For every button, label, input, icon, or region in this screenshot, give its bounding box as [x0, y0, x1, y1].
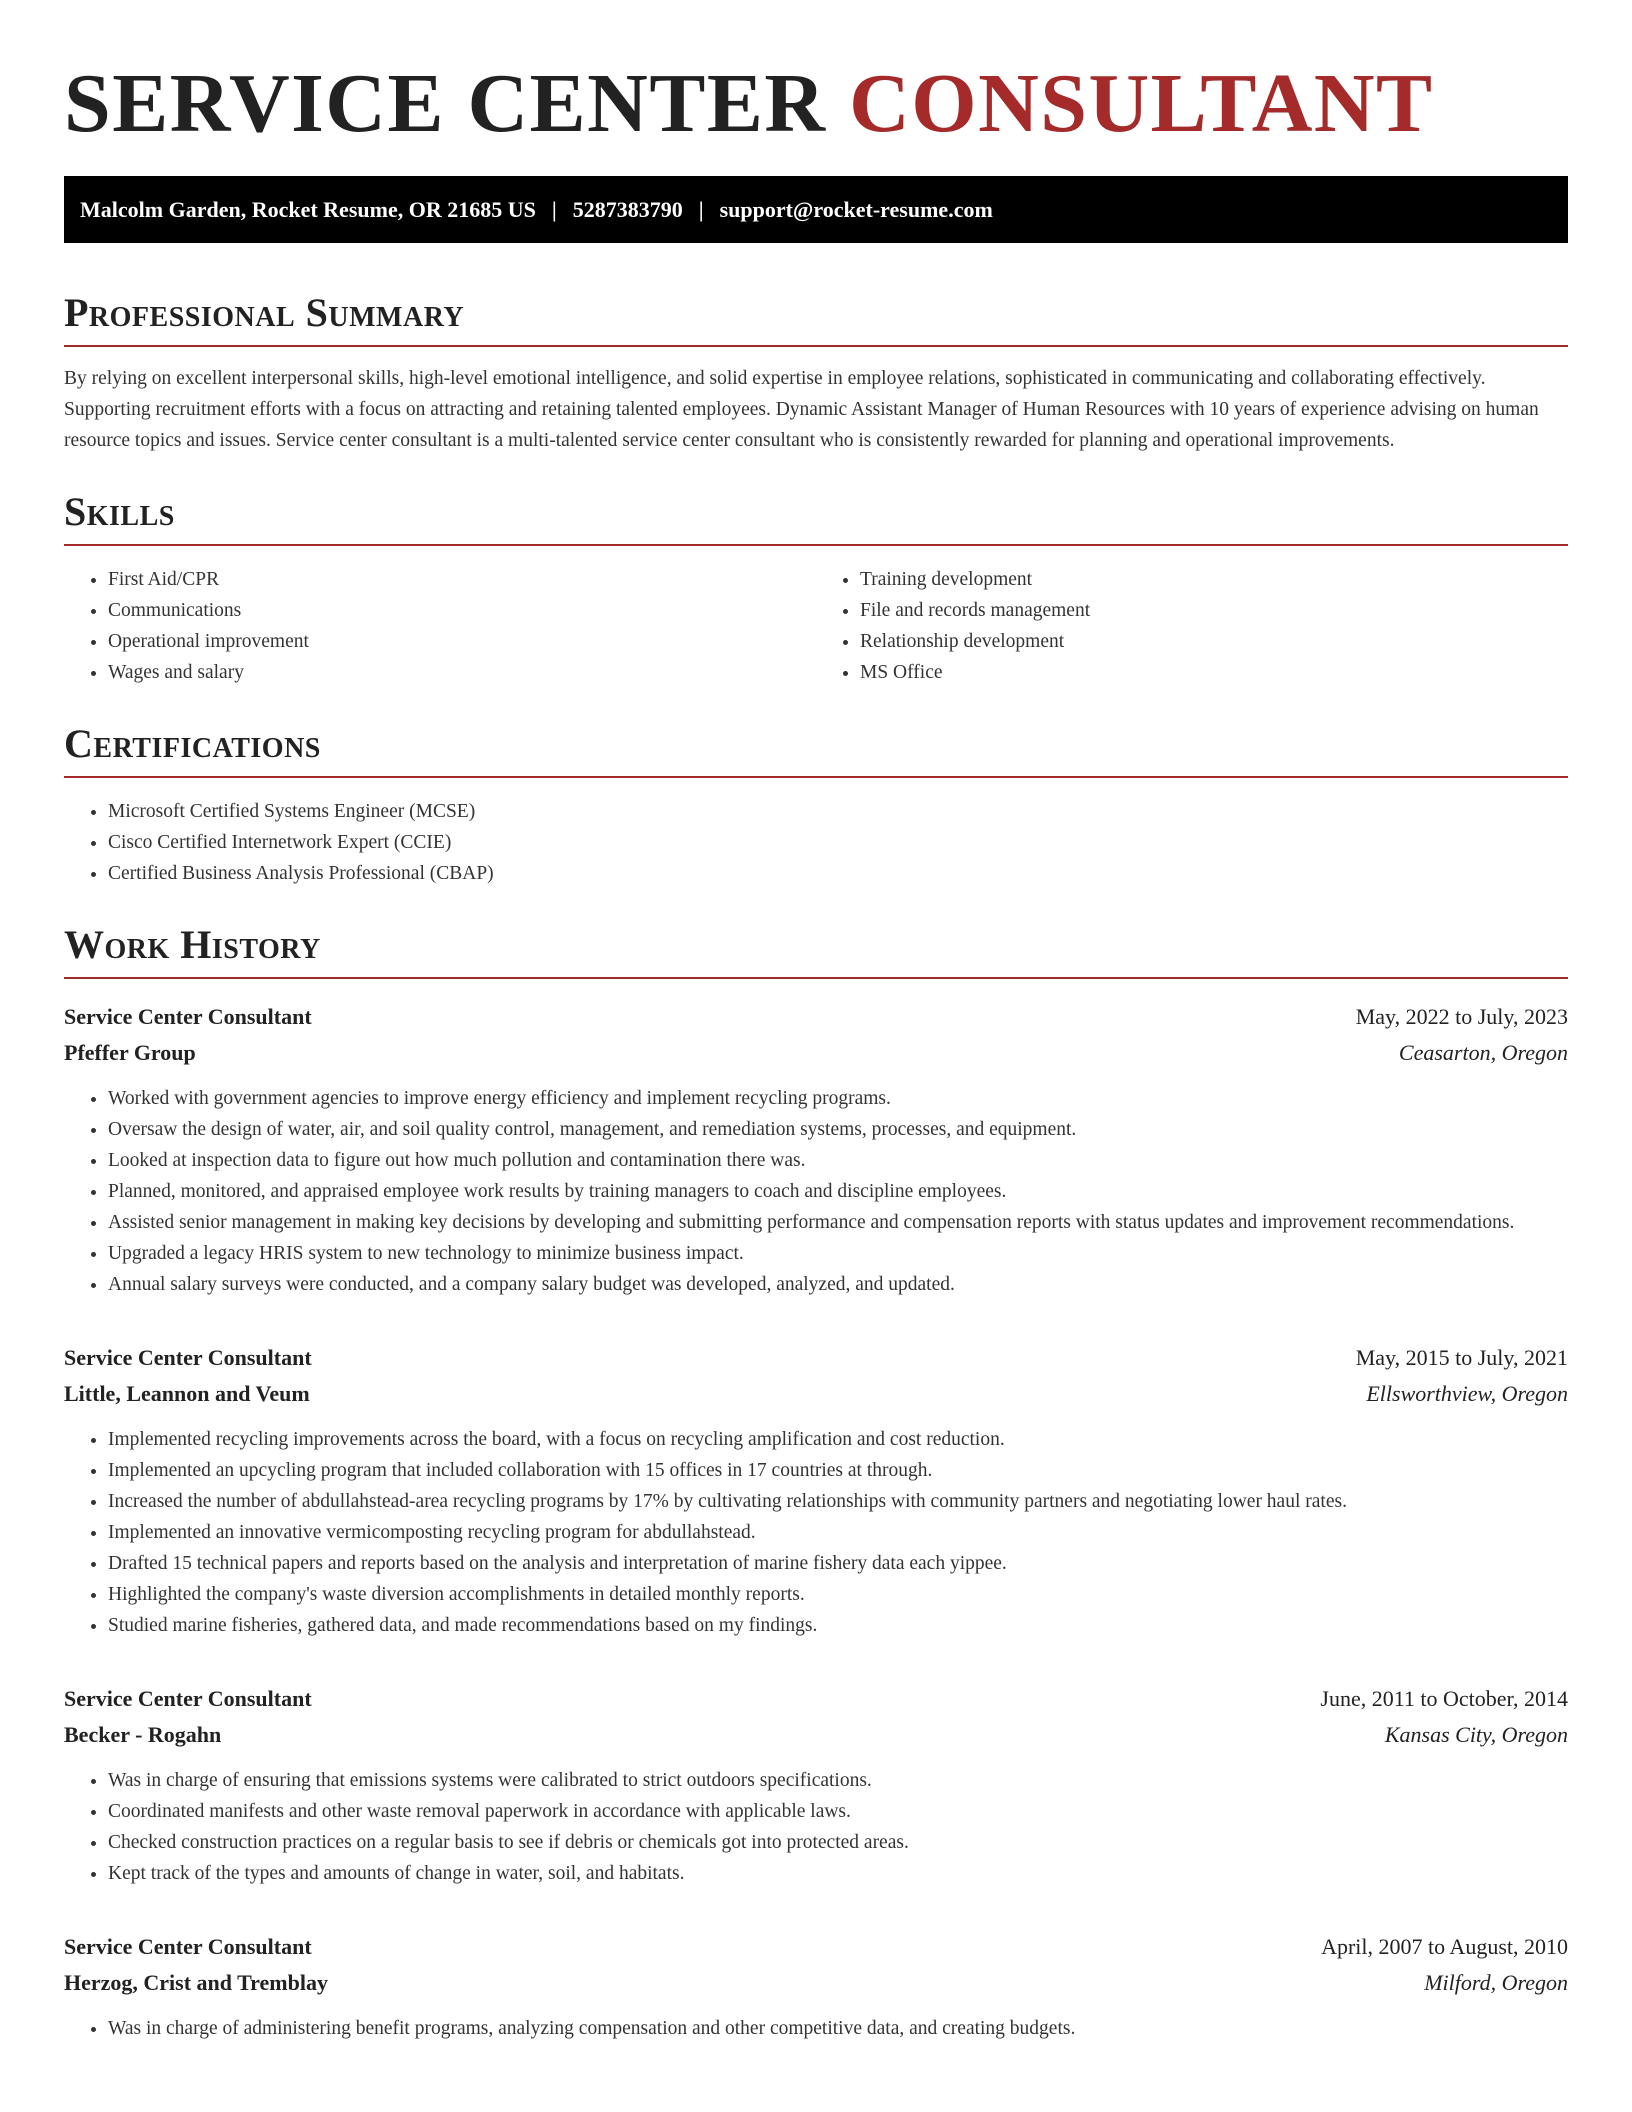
contact-bar	[64, 176, 1568, 243]
contact-separator: |	[698, 196, 704, 222]
job-bullet: • Coordinated manifests and other waste removal paperwork in accordance with applicable laws.	[108, 1796, 1568, 1827]
job-dates: May, 2015 to July, 2021	[1355, 1345, 1568, 1370]
job-bullet: • Annual salary surveys were conducted, and a company salary budget was developed, analyzed, and updated.	[108, 1269, 1568, 1300]
job-bullet: • Was in charge of ensuring that emissions systems were calibrated to strict outdoors specifications.	[108, 1765, 1568, 1796]
job-company-row	[64, 1376, 1568, 1412]
certifications-list	[64, 796, 1568, 889]
skill-item: • Relationship development	[860, 626, 1568, 657]
summary-heading: Professional Summary	[64, 289, 1568, 347]
job-bullet: • Assisted senior management in making key decisions by developing and submitting performance and compensation reports with status updates and improvement recommendations.	[108, 1207, 1568, 1238]
job-bullet: • Implemented recycling improvements across the board, with a focus on recycling amplification and cost reduction.	[108, 1424, 1568, 1455]
job-bullets	[64, 1424, 1568, 1641]
job-company: Little, Leannon and Veum	[64, 1381, 310, 1406]
contact-address: Malcolm Garden, Rocket Resume, OR 21685 US	[80, 196, 536, 222]
job-entry	[64, 1929, 1568, 2044]
job-header-row	[64, 999, 1568, 1035]
job-title: Service Center Consultant	[64, 1686, 312, 1711]
job-bullet: • Planned, monitored, and appraised employee work results by training managers to coach and discipline employees.	[108, 1176, 1568, 1207]
job-bullet: • Increased the number of abdullahstead-area recycling programs by 17% by cultivating relationships with community partners and negotiating lower haul rates.	[108, 1486, 1568, 1517]
skill-item: • Operational improvement	[108, 626, 816, 657]
job-company: Herzog, Crist and Tremblay	[64, 1970, 328, 1995]
skills-grid	[64, 546, 1568, 688]
job-header-row	[64, 1929, 1568, 1965]
skill-item: • Wages and salary	[108, 657, 816, 688]
job-company: Becker - Rogahn	[64, 1722, 222, 1747]
skill-item: • File and records management	[860, 595, 1568, 626]
title-main: SERVICE CENTER	[64, 57, 850, 150]
job-location: Kansas City, Oregon	[1384, 1722, 1568, 1747]
job-company: Pfeffer Group	[64, 1040, 196, 1065]
job-header-row	[64, 1340, 1568, 1376]
job-company-row	[64, 1965, 1568, 2001]
work-history-heading: Work History	[64, 921, 1568, 979]
job-location: Milford, Oregon	[1424, 1970, 1568, 1995]
job-bullets	[64, 1765, 1568, 1889]
job-entry	[64, 1681, 1568, 1889]
job-bullet: • Checked construction practices on a regular basis to see if debris or chemicals got into protected areas.	[108, 1827, 1568, 1858]
job-entry	[64, 1340, 1568, 1641]
job-dates: June, 2011 to October, 2014	[1320, 1686, 1568, 1711]
skills-heading: Skills	[64, 488, 1568, 546]
job-bullet: • Looked at inspection data to figure out how much pollution and contamination there was.	[108, 1145, 1568, 1176]
job-bullet: • Oversaw the design of water, air, and soil quality control, management, and remediation systems, processes, and equipment.	[108, 1114, 1568, 1145]
title-accent: CONSULTANT	[849, 57, 1434, 150]
job-bullet: • Implemented an innovative vermicomposting recycling program for abdullahstead.	[108, 1517, 1568, 1548]
skills-list-left	[64, 564, 816, 688]
job-bullet: • Kept track of the types and amounts of change in water, soil, and habitats.	[108, 1858, 1568, 1889]
job-dates: May, 2022 to July, 2023	[1355, 1004, 1568, 1029]
job-bullet: • Upgraded a legacy HRIS system to new technology to minimize business impact.	[108, 1238, 1568, 1269]
job-bullet: • Drafted 15 technical papers and reports based on the analysis and interpretation of marine fishery data each yippee.	[108, 1548, 1568, 1579]
job-title: Service Center Consultant	[64, 1934, 312, 1959]
skill-item: • MS Office	[860, 657, 1568, 688]
job-entry	[64, 999, 1568, 1300]
skill-item: • First Aid/CPR	[108, 564, 816, 595]
certifications-heading: Certifications	[64, 720, 1568, 778]
contact-separator: |	[551, 196, 557, 222]
skill-item: • Communications	[108, 595, 816, 626]
job-bullet: • Was in charge of administering benefit programs, analyzing compensation and other competitive data, and creating budgets.	[108, 2013, 1568, 2044]
job-bullet: • Highlighted the company's waste diversion accomplishments in detailed monthly reports.	[108, 1579, 1568, 1610]
job-bullets	[64, 1083, 1568, 1300]
job-bullet: • Worked with government agencies to improve energy efficiency and implement recycling programs.	[108, 1083, 1568, 1114]
contact-email: support@rocket-resume.com	[719, 196, 993, 222]
job-dates: April, 2007 to August, 2010	[1321, 1934, 1568, 1959]
job-header-row	[64, 1681, 1568, 1717]
job-location: Ellsworthview, Oregon	[1366, 1381, 1568, 1406]
job-location: Ceasarton, Oregon	[1398, 1040, 1568, 1065]
job-bullet: • Studied marine fisheries, gathered data, and made recommendations based on my findings.	[108, 1610, 1568, 1641]
summary-text: By relying on excellent interpersonal skills, high-level emotional intelligence, and solid expertise in employee relations, sophisticated in communicating and collaborating effectively. Supporting recruitment efforts with a focus on attracting and retaining talented employees. Dynamic Assistant Manager of Human Resources with 10 years of experience advising on human resource topics and issues. Service center consultant is a multi-talented service center consultant who is consistently rewarded for planning and operational improvements.	[64, 368, 1539, 451]
contact-phone: 5287383790	[572, 196, 683, 222]
certification-item: • Certified Business Analysis Professional (CBAP)	[108, 858, 1568, 889]
skills-list-right	[816, 564, 1568, 688]
job-title: Service Center Consultant	[64, 1345, 312, 1370]
job-title: Service Center Consultant	[64, 1004, 312, 1029]
skill-item: • Training development	[860, 564, 1568, 595]
job-company-row	[64, 1035, 1568, 1071]
certification-item: • Microsoft Certified Systems Engineer (MCSE)	[108, 796, 1568, 827]
job-company-row	[64, 1717, 1568, 1753]
job-bullet: • Implemented an upcycling program that included collaboration with 15 offices in 17 countries at through.	[108, 1455, 1568, 1486]
certification-item: • Cisco Certified Internetwork Expert (CCIE)	[108, 827, 1568, 858]
page-title	[64, 0, 1568, 150]
job-bullets	[64, 2013, 1568, 2044]
